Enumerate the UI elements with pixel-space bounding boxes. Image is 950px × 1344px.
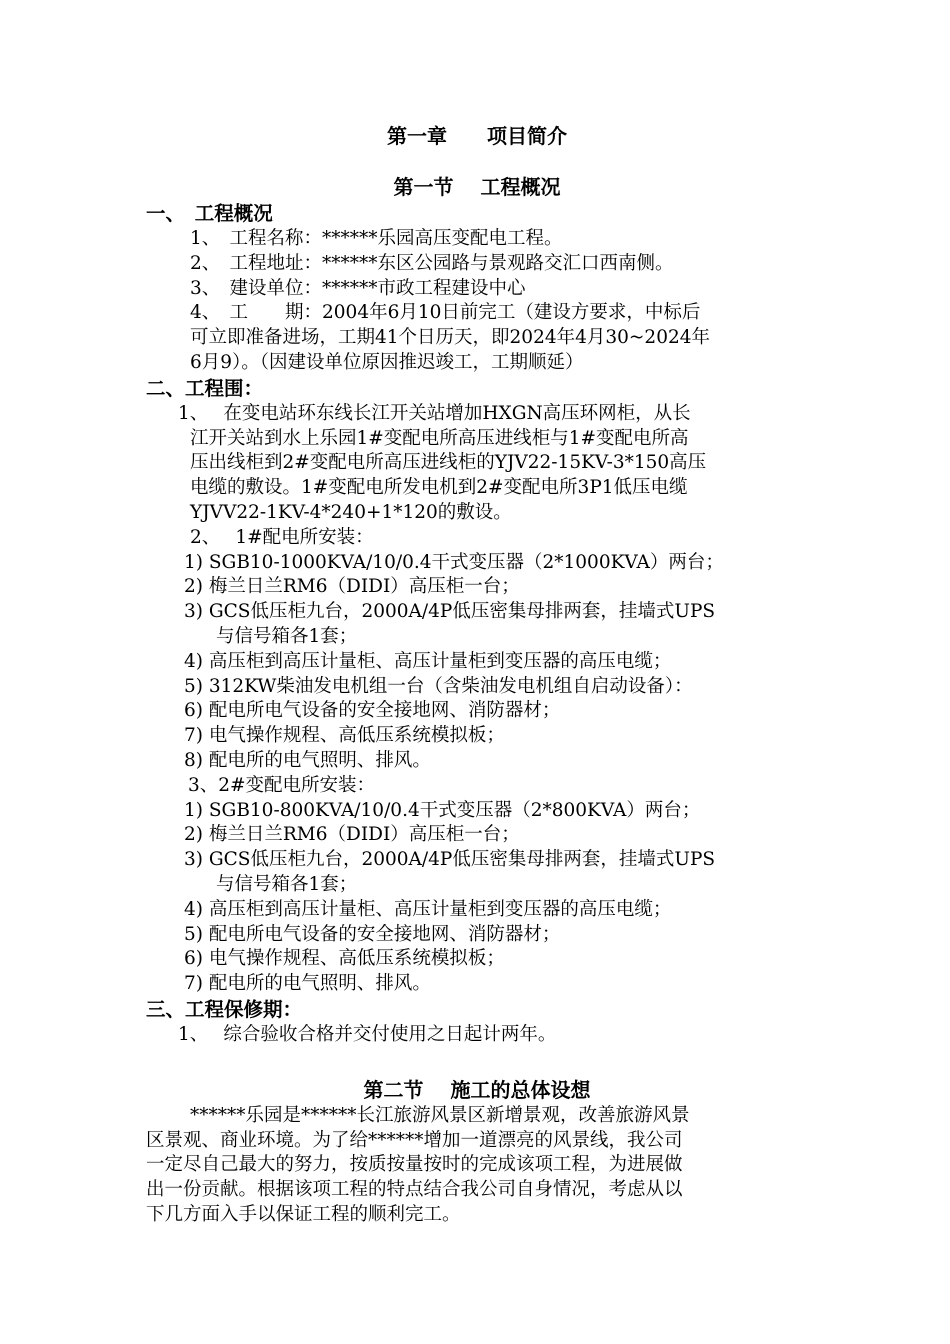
scope-3-item: 5) 配电所电气设备的安全接地网、消防器材； (184, 923, 561, 945)
scope-3-item-continuation: 与信号箱各1套； (216, 873, 358, 895)
scope-3-item: 1) SGB10-800KVA/10/0.4干式变压器（2*800KVA）两台； (184, 799, 701, 821)
section-2-title: 第二节 施工的总体设想 (363, 1077, 591, 1102)
scope-2-item: 4) 高压柜到高压计量柜、高压计量柜到变压器的高压电缆； (184, 650, 672, 672)
scope-3-item: 4) 高压柜到高压计量柜、高压计量柜到变压器的高压电缆； (184, 898, 672, 920)
scope-2-item: 7) 电气操作规程、高低压系统模拟板； (184, 725, 505, 747)
heading-warranty: 三、工程保修期： (146, 997, 303, 1021)
scope-1-line-3: 压出线柜到2#变配电所高压进线柜的YJV22-15KV-3*150高压 (190, 452, 707, 474)
scope-3-title: 3、2#变配电所安装： (188, 774, 376, 796)
overview-item-4-line-1: 4、 工 期：2004年6月10日前完工（建设方要求，中标后 (190, 302, 701, 324)
heading-project-overview: 一、 工程概况 (146, 202, 273, 225)
paragraph-line-5: 下几方面入手以保证工程的顺利完工。 (146, 1203, 461, 1225)
scope-2-item: 3) GCS低压柜九台，2000A/4P低压密集母排两套，挂墙式UPS (184, 601, 716, 623)
scope-2-item: 8) 配电所的电气照明、排风。 (184, 749, 431, 771)
scope-2-item: 1) SGB10-1000KVA/10/0.4干式变压器（2*1000KVA）两台； (184, 551, 724, 573)
chapter-title: 第一章 项目简介 (387, 124, 567, 148)
scope-2-item: 2) 梅兰日兰RM6（DIDI）高压柜一台； (184, 576, 520, 598)
scope-2-item: 5) 312KW柴油发电机组一台（含柴油发电机组自启动设备）： (184, 675, 693, 697)
scope-1-line-5: YJVV22-1KV-4*240+1*120的敷设。 (190, 501, 512, 523)
scope-3-item: 3) GCS低压柜九台，2000A/4P低压密集母排两套，挂墙式UPS (184, 849, 716, 871)
scope-3-item: 2) 梅兰日兰RM6（DIDI）高压柜一台； (184, 824, 520, 846)
overview-item-3: 3、 建设单位：******市政工程建设中心 (190, 277, 526, 299)
scope-3-item: 6) 电气操作规程、高低压系统模拟板； (184, 948, 505, 970)
overview-item-1: 1、 工程名称：******乐园高压变配电工程。 (190, 228, 563, 249)
heading-project-scope: 二、工程围： (146, 376, 264, 400)
paragraph-line-2: 区景观、商业环境。为了给******增加一道漂亮的风景线，我公司 (146, 1129, 683, 1151)
scope-2-item-continuation: 与信号箱各1套； (216, 625, 358, 647)
scope-1-line-4: 电缆的敷设。1#变配电所发电机到2#变配电所3P1低压电缆 (190, 477, 688, 499)
scope-2-title: 2、 1#配电所安装： (190, 526, 374, 548)
paragraph-line-4: 出一份贡献。根据该项工程的特点结合我公司自身情况，考虑从以 (146, 1179, 683, 1201)
overview-item-2: 2、 工程地址：******东区公园路与景观路交汇口西南侧。 (190, 252, 674, 274)
section-1-title: 第一节 工程概况 (393, 175, 561, 199)
warranty-item: 1、 综合验收合格并交付使用之日起计两年。 (178, 1023, 557, 1045)
scope-1-line-1: 1、 在变电站环东线长江开关站增加HXGN高压环网柜，从长 (178, 402, 691, 424)
paragraph-line-3: 一定尽自己最大的努力，按质按量按时的完成该项工程，为进展做 (146, 1154, 683, 1176)
overview-item-4-line-3: 6月9）。（因建设单位原因推迟竣工，工期顺延） (190, 351, 584, 373)
scope-2-item: 6) 配电所电气设备的安全接地网、消防器材； (184, 700, 561, 722)
scope-3-item: 7) 配电所的电气照明、排风。 (184, 973, 431, 995)
scope-1-line-2: 江开关站到水上乐园1#变配电所高压进线柜与1#变配电所高 (190, 427, 689, 449)
overview-item-4-line-2: 可立即准备进场，工期41个日历天，即2024年4月30~2024年 (190, 327, 711, 349)
paragraph-line-1: ******乐园是******长江旅游风景区新增景观，改善旅游风景 (190, 1104, 690, 1126)
